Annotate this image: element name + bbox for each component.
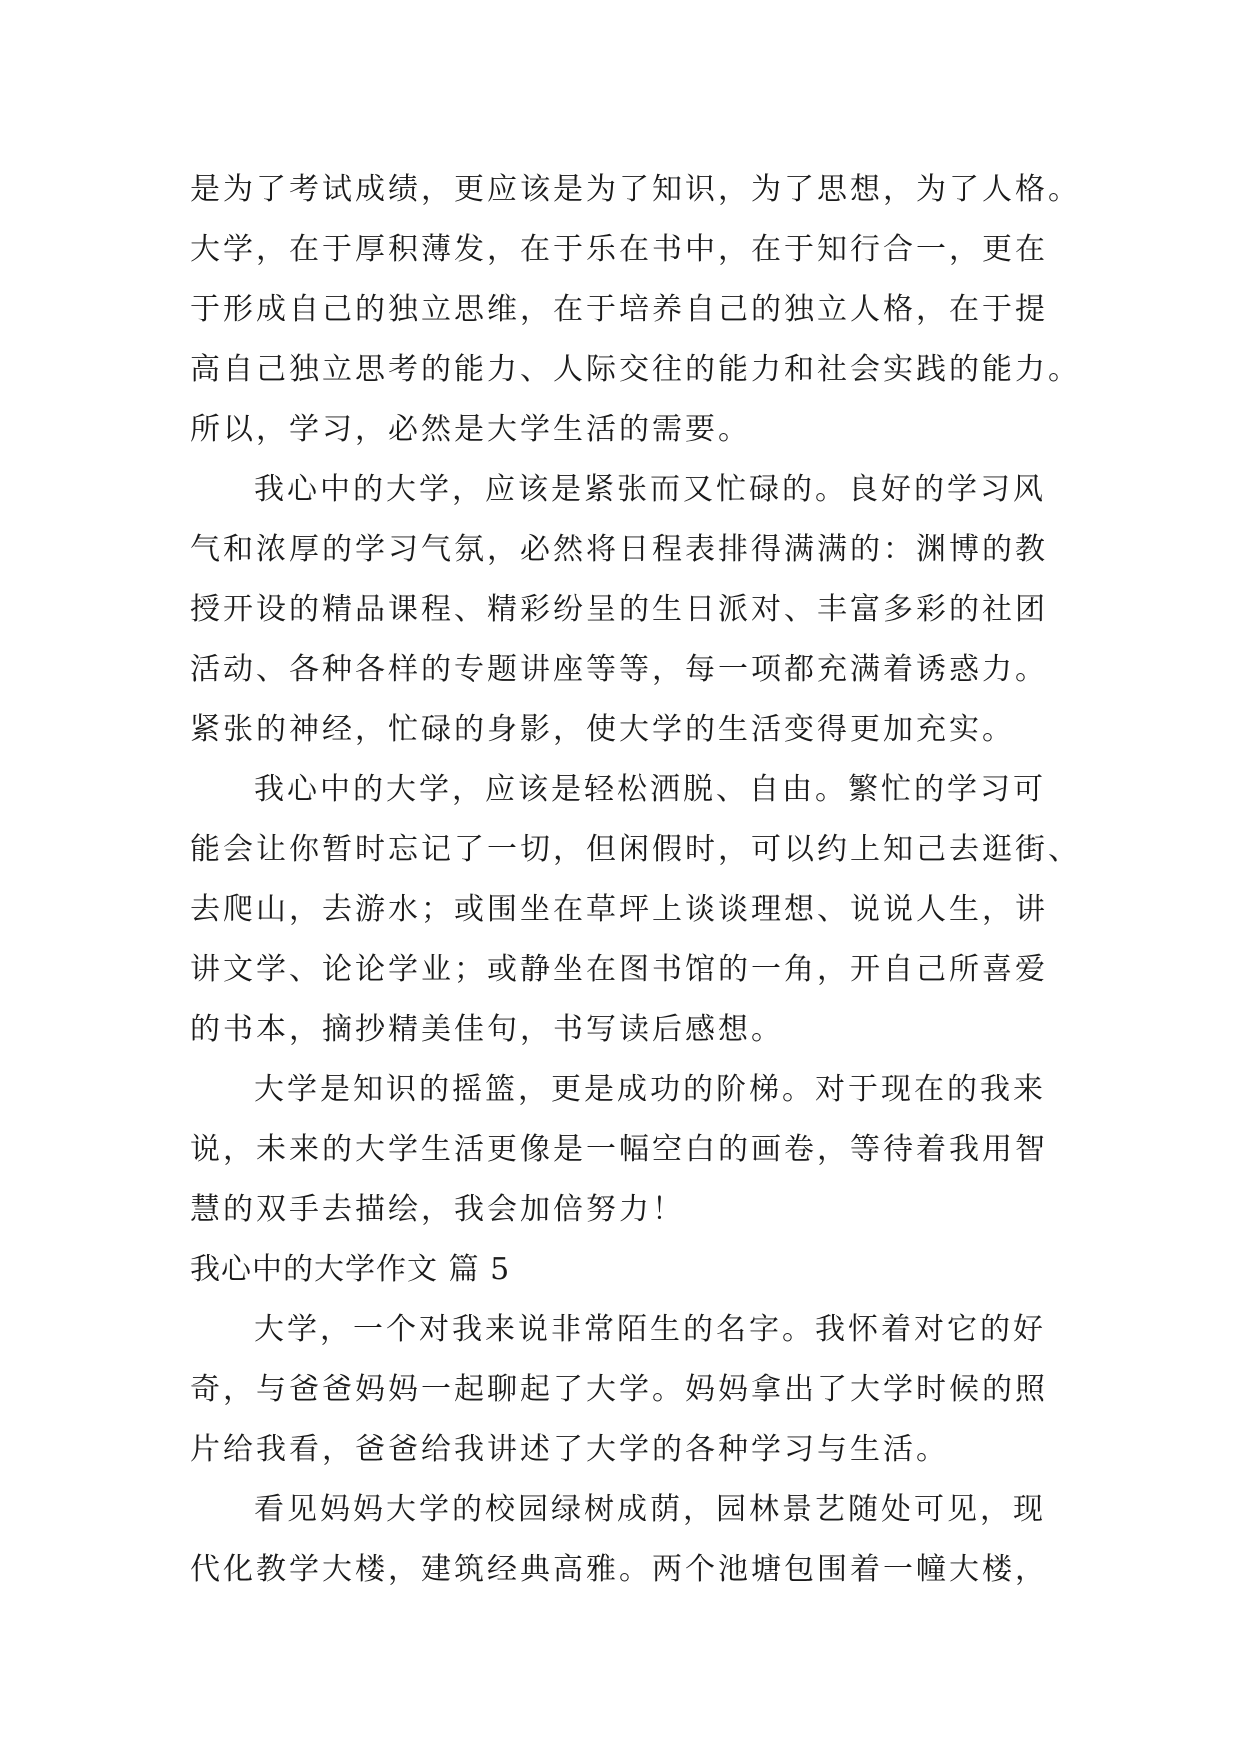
text-line: 代化教学大楼，建筑经典高雅。两个池塘包围着一幢大楼， — [190, 1552, 1048, 1587]
text-line: 授开设的精品课程、精彩纷呈的生日派对、丰富多彩的社团 — [190, 592, 1048, 627]
text-line: 看见妈妈大学的校园绿树成荫，园林景艺随处可见，现 — [254, 1492, 1046, 1527]
text-line: 去爬山，去游水；或围坐在草坪上谈谈理想、说说人生，讲 — [190, 892, 1048, 927]
text-line: 片给我看，爸爸给我讲述了大学的各种学习与生活。 — [190, 1432, 949, 1467]
text-line: 能会让你暂时忘记了一切，但闲假时，可以约上知己去逛街、 — [190, 832, 1081, 867]
text-line: 于形成自己的独立思维，在于培养自己的独立人格，在于提 — [190, 292, 1048, 327]
text-line: 的书本，摘抄精美佳句，书写读后感想。 — [190, 1012, 784, 1047]
text-line: 讲文学、论论学业；或静坐在图书馆的一角，开自己所喜爱 — [190, 952, 1048, 987]
text-line: 大学，一个对我来说非常陌生的名字。我怀着对它的好 — [254, 1312, 1046, 1347]
text-line: 所以，学习，必然是大学生活的需要。 — [190, 412, 751, 447]
text-line: 说，未来的大学生活更像是一幅空白的画卷，等待着我用智 — [190, 1132, 1048, 1167]
text-line: 我心中的大学，应该是紧张而又忙碌的。良好的学习风 — [254, 472, 1046, 507]
text-line: 紧张的神经，忙碌的身影，使大学的生活变得更加充实。 — [190, 712, 1015, 747]
text-line: 活动、各种各样的专题讲座等等，每一项都充满着诱惑力。 — [190, 652, 1048, 687]
text-line: 我心中的大学，应该是轻松洒脱、自由。繁忙的学习可 — [254, 772, 1046, 807]
text-line: 大学是知识的摇篮，更是成功的阶梯。对于现在的我来 — [254, 1072, 1046, 1107]
section-heading: 我心中的大学作文 篇 5 — [190, 1252, 511, 1287]
text-line: 奇，与爸爸妈妈一起聊起了大学。妈妈拿出了大学时候的照 — [190, 1372, 1048, 1407]
text-line: 气和浓厚的学习气氛，必然将日程表排得满满的：渊博的教 — [190, 532, 1048, 567]
document-body — [190, 160, 1081, 1600]
text-line: 是为了考试成绩，更应该是为了知识，为了思想，为了人格。 — [190, 172, 1081, 207]
text-line: 大学，在于厚积薄发，在于乐在书中，在于知行合一，更在 — [190, 232, 1048, 267]
text-line: 慧的双手去描绘，我会加倍努力！ — [190, 1192, 685, 1227]
text-line: 高自己独立思考的能力、人际交往的能力和社会实践的能力。 — [190, 352, 1081, 387]
